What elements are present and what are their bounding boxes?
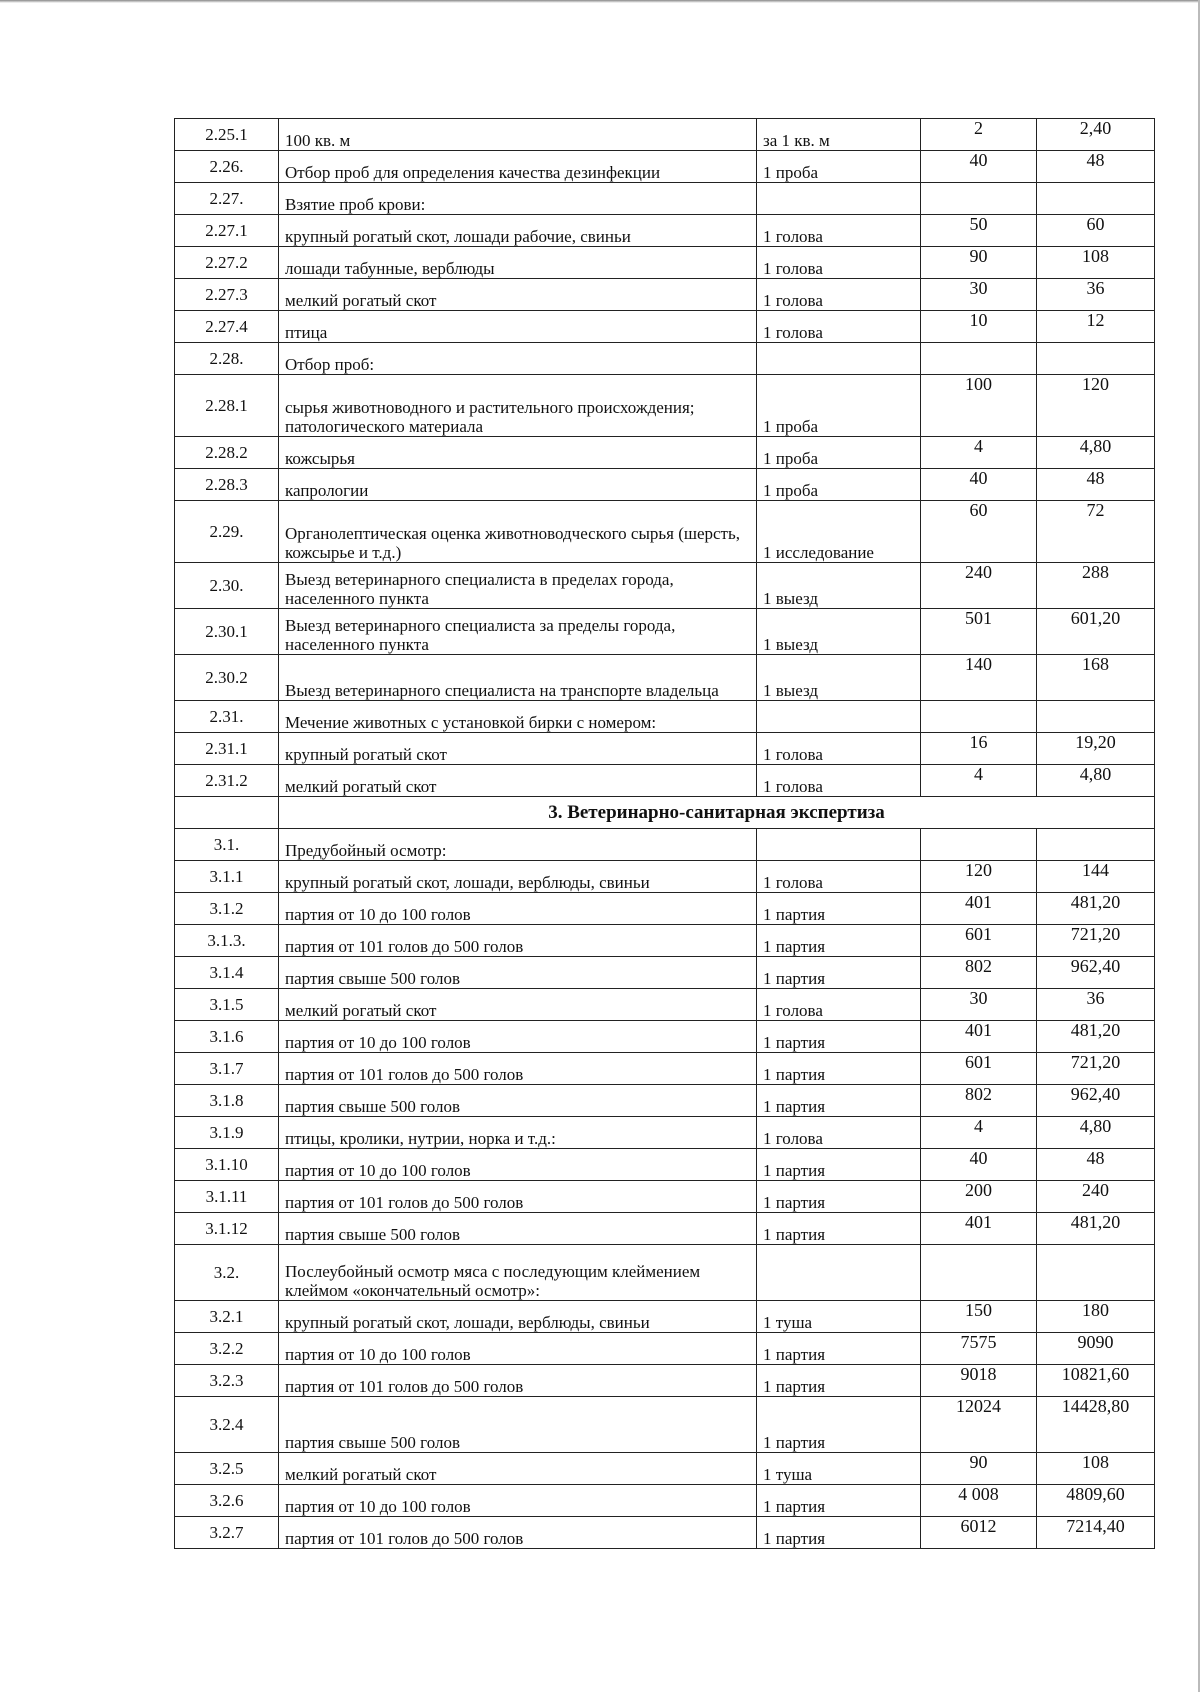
row-service-name: Взятие проб крови: (279, 183, 757, 215)
row-number: 3.2.2 (175, 1333, 279, 1365)
row-price: 401 (921, 1021, 1037, 1053)
row-unit: 1 партия (757, 1397, 921, 1453)
row-price: 40 (921, 151, 1037, 183)
row-service-name: крупный рогатый скот, лошади рабочие, свиньи (279, 215, 757, 247)
row-service-name: птица (279, 311, 757, 343)
row-price-with-vat: 48 (1037, 151, 1155, 183)
row-unit: 1 партия (757, 1085, 921, 1117)
row-price: 150 (921, 1301, 1037, 1333)
row-price: 90 (921, 1453, 1037, 1485)
row-number: 3.1.6 (175, 1021, 279, 1053)
row-price-with-vat: 12 (1037, 311, 1155, 343)
row-service-name: партия от 10 до 100 голов (279, 893, 757, 925)
row-number: 3.2.1 (175, 1301, 279, 1333)
row-unit: 1 партия (757, 893, 921, 925)
table-row (175, 343, 1155, 375)
row-unit: 1 голова (757, 1117, 921, 1149)
row-price-with-vat: 19,20 (1037, 733, 1155, 765)
row-price-with-vat: 2,40 (1037, 119, 1155, 151)
row-unit: 1 голова (757, 733, 921, 765)
row-unit: 1 туша (757, 1301, 921, 1333)
row-number: 3.1.5 (175, 989, 279, 1021)
row-number: 3.1.4 (175, 957, 279, 989)
row-price-with-vat: 721,20 (1037, 1053, 1155, 1085)
row-price: 60 (921, 501, 1037, 563)
row-unit: за 1 кв. м (757, 119, 921, 151)
table-row (175, 1181, 1155, 1213)
row-price: 240 (921, 563, 1037, 609)
row-price: 90 (921, 247, 1037, 279)
table-row (175, 469, 1155, 501)
row-price-with-vat: 144 (1037, 861, 1155, 893)
row-price-with-vat: 288 (1037, 563, 1155, 609)
table-row (175, 1021, 1155, 1053)
row-unit: 1 голова (757, 311, 921, 343)
row-price: 4 (921, 765, 1037, 797)
row-service-name: мелкий рогатый скот (279, 765, 757, 797)
row-number: 2.28.2 (175, 437, 279, 469)
row-price-with-vat: 7214,40 (1037, 1517, 1155, 1549)
row-price-with-vat: 4,80 (1037, 765, 1155, 797)
row-price-with-vat (1037, 829, 1155, 861)
table-row (175, 1117, 1155, 1149)
row-price-with-vat: 10821,60 (1037, 1365, 1155, 1397)
row-price-with-vat: 180 (1037, 1301, 1155, 1333)
row-unit: 1 партия (757, 1485, 921, 1517)
row-price-with-vat: 36 (1037, 279, 1155, 311)
row-service-name: Отбор проб для определения качества дезинфекции (279, 151, 757, 183)
table-row (175, 1453, 1155, 1485)
row-number: 2.31.2 (175, 765, 279, 797)
row-price-with-vat: 108 (1037, 247, 1155, 279)
row-price-with-vat: 721,20 (1037, 925, 1155, 957)
row-number: 3.2.4 (175, 1397, 279, 1453)
row-price-with-vat: 36 (1037, 989, 1155, 1021)
table-row (175, 375, 1155, 437)
row-number: 2.29. (175, 501, 279, 563)
row-unit (757, 1245, 921, 1301)
row-price-with-vat: 60 (1037, 215, 1155, 247)
row-number: 3.2.6 (175, 1485, 279, 1517)
row-unit: 1 голова (757, 861, 921, 893)
row-price-with-vat: 601,20 (1037, 609, 1155, 655)
table-row (175, 119, 1155, 151)
row-price-with-vat (1037, 701, 1155, 733)
row-service-name: лошади табунные, верблюды (279, 247, 757, 279)
row-price: 10 (921, 311, 1037, 343)
row-number: 3.1.7 (175, 1053, 279, 1085)
row-price: 40 (921, 1149, 1037, 1181)
row-price: 40 (921, 469, 1037, 501)
table-row (175, 893, 1155, 925)
row-unit: 1 партия (757, 1021, 921, 1053)
row-unit: 1 выезд (757, 563, 921, 609)
row-service-name: крупный рогатый скот (279, 733, 757, 765)
row-unit (757, 343, 921, 375)
tariff-table (174, 118, 1155, 1549)
row-service-name: мелкий рогатый скот (279, 989, 757, 1021)
row-service-name: партия свыше 500 голов (279, 957, 757, 989)
row-price-with-vat (1037, 343, 1155, 375)
row-service-name: крупный рогатый скот, лошади, верблюды, свиньи (279, 1301, 757, 1333)
row-number: 3.1.1 (175, 861, 279, 893)
row-price: 16 (921, 733, 1037, 765)
table-body-upper (175, 119, 1155, 797)
row-unit (757, 829, 921, 861)
table-row (175, 1333, 1155, 1365)
row-service-name: Послеубойный осмотр мяса с последующим клеймением клеймом «окончательный осмотр»: (279, 1245, 757, 1301)
row-price: 100 (921, 375, 1037, 437)
row-price: 4 008 (921, 1485, 1037, 1517)
row-price: 802 (921, 1085, 1037, 1117)
row-price-with-vat: 481,20 (1037, 1021, 1155, 1053)
row-price-with-vat: 48 (1037, 469, 1155, 501)
table-row (175, 1365, 1155, 1397)
row-unit: 1 проба (757, 469, 921, 501)
row-number: 3.1.2 (175, 893, 279, 925)
table-row (175, 563, 1155, 609)
row-unit: 1 партия (757, 1333, 921, 1365)
row-number: 2.31.1 (175, 733, 279, 765)
section-heading-row (175, 797, 1155, 829)
table-row (175, 215, 1155, 247)
row-price-with-vat: 168 (1037, 655, 1155, 701)
row-price: 120 (921, 861, 1037, 893)
row-price: 30 (921, 989, 1037, 1021)
table-row (175, 183, 1155, 215)
row-price-with-vat (1037, 1245, 1155, 1301)
row-unit: 1 партия (757, 1365, 921, 1397)
row-price: 501 (921, 609, 1037, 655)
table-row (175, 829, 1155, 861)
row-service-name: партия от 10 до 100 голов (279, 1021, 757, 1053)
row-price-with-vat: 481,20 (1037, 893, 1155, 925)
row-service-name: Предубойный осмотр: (279, 829, 757, 861)
row-number: 3.2. (175, 1245, 279, 1301)
row-unit: 1 проба (757, 375, 921, 437)
table-row (175, 1397, 1155, 1453)
row-price: 601 (921, 925, 1037, 957)
row-price (921, 701, 1037, 733)
row-number: 2.31. (175, 701, 279, 733)
row-unit: 1 выезд (757, 609, 921, 655)
row-price: 9018 (921, 1365, 1037, 1397)
row-price-with-vat: 4,80 (1037, 437, 1155, 469)
row-service-name: капрологии (279, 469, 757, 501)
row-service-name: Выезд ветеринарного специалиста на транспорте владельца (279, 655, 757, 701)
row-price-with-vat: 72 (1037, 501, 1155, 563)
row-unit: 1 проба (757, 437, 921, 469)
row-service-name: партия от 101 голов до 500 голов (279, 1181, 757, 1213)
row-number: 3.1.3. (175, 925, 279, 957)
row-price: 50 (921, 215, 1037, 247)
row-service-name: партия от 10 до 100 голов (279, 1485, 757, 1517)
row-price-with-vat: 481,20 (1037, 1213, 1155, 1245)
table-row (175, 1517, 1155, 1549)
row-number: 3.1.10 (175, 1149, 279, 1181)
row-service-name: Выезд ветеринарного специалиста в пределах города, населенного пункта (279, 563, 757, 609)
row-price: 30 (921, 279, 1037, 311)
row-price-with-vat: 240 (1037, 1181, 1155, 1213)
row-number: 3.1. (175, 829, 279, 861)
row-price (921, 1245, 1037, 1301)
table-row (175, 279, 1155, 311)
row-number: 3.2.5 (175, 1453, 279, 1485)
table-row (175, 1213, 1155, 1245)
row-price: 401 (921, 893, 1037, 925)
row-number: 3.1.9 (175, 1117, 279, 1149)
row-price: 7575 (921, 1333, 1037, 1365)
row-unit: 1 выезд (757, 655, 921, 701)
row-service-name: партия свыше 500 голов (279, 1213, 757, 1245)
table-row (175, 733, 1155, 765)
table-row (175, 1053, 1155, 1085)
row-unit: 1 голова (757, 215, 921, 247)
table-row (175, 501, 1155, 563)
table-row (175, 1085, 1155, 1117)
table-row (175, 609, 1155, 655)
table-row (175, 247, 1155, 279)
row-number: 2.28.1 (175, 375, 279, 437)
row-price-with-vat: 48 (1037, 1149, 1155, 1181)
row-price: 802 (921, 957, 1037, 989)
row-number: 2.27. (175, 183, 279, 215)
row-number: 3.2.3 (175, 1365, 279, 1397)
row-service-name: Отбор проб: (279, 343, 757, 375)
row-service-name: мелкий рогатый скот (279, 1453, 757, 1485)
row-number: 3.1.11 (175, 1181, 279, 1213)
row-price-with-vat: 962,40 (1037, 1085, 1155, 1117)
row-price: 4 (921, 437, 1037, 469)
row-number: 2.30.2 (175, 655, 279, 701)
row-service-name: партия от 101 голов до 500 голов (279, 1053, 757, 1085)
table-row (175, 765, 1155, 797)
row-service-name: партия от 10 до 100 голов (279, 1149, 757, 1181)
row-unit: 1 голова (757, 247, 921, 279)
section-heading: 3. Ветеринарно-санитарная экспертиза (279, 797, 1155, 829)
row-unit (757, 183, 921, 215)
table-row (175, 989, 1155, 1021)
row-unit: 1 исследование (757, 501, 921, 563)
row-number: 2.27.3 (175, 279, 279, 311)
section-heading-body (175, 797, 1155, 829)
row-price-with-vat (1037, 183, 1155, 215)
row-price: 601 (921, 1053, 1037, 1085)
row-service-name: Органолептическая оценка животноводческого сырья (шерсть, кожсырье и т.д.) (279, 501, 757, 563)
row-price-with-vat: 120 (1037, 375, 1155, 437)
page-edge-top (0, 0, 1200, 3)
table-row (175, 655, 1155, 701)
row-price-with-vat: 9090 (1037, 1333, 1155, 1365)
row-service-name: партия от 10 до 100 голов (279, 1333, 757, 1365)
row-unit: 1 партия (757, 957, 921, 989)
table-row (175, 957, 1155, 989)
row-number: 2.26. (175, 151, 279, 183)
row-service-name: крупный рогатый скот, лошади, верблюды, свиньи (279, 861, 757, 893)
row-service-name: партия свыше 500 голов (279, 1085, 757, 1117)
row-price (921, 343, 1037, 375)
row-price: 2 (921, 119, 1037, 151)
row-price: 200 (921, 1181, 1037, 1213)
row-price (921, 183, 1037, 215)
row-unit: 1 партия (757, 1181, 921, 1213)
row-service-name: партия от 101 голов до 500 голов (279, 925, 757, 957)
row-service-name: 100 кв. м (279, 119, 757, 151)
table-row (175, 1245, 1155, 1301)
row-number: 2.27.2 (175, 247, 279, 279)
row-price-with-vat: 108 (1037, 1453, 1155, 1485)
row-unit: 1 партия (757, 1053, 921, 1085)
row-number: 3.1.8 (175, 1085, 279, 1117)
row-price-with-vat: 4,80 (1037, 1117, 1155, 1149)
row-number: 2.30.1 (175, 609, 279, 655)
row-unit: 1 партия (757, 1213, 921, 1245)
row-price: 12024 (921, 1397, 1037, 1453)
row-number: 3.2.7 (175, 1517, 279, 1549)
row-price-with-vat: 4809,60 (1037, 1485, 1155, 1517)
row-service-name: сырья животноводного и растительного происхождения; патологического материала (279, 375, 757, 437)
row-price-with-vat: 962,40 (1037, 957, 1155, 989)
row-unit: 1 партия (757, 1517, 921, 1549)
row-number: 2.25.1 (175, 119, 279, 151)
row-unit: 1 туша (757, 1453, 921, 1485)
row-number: 2.30. (175, 563, 279, 609)
row-price: 401 (921, 1213, 1037, 1245)
row-service-name: Мечение животных с установкой бирки с номером: (279, 701, 757, 733)
table-row (175, 1301, 1155, 1333)
table-row (175, 151, 1155, 183)
table-row (175, 925, 1155, 957)
table-row (175, 1485, 1155, 1517)
table-body-lower (175, 829, 1155, 1549)
section-heading-num-cell (175, 797, 279, 829)
row-service-name: партия свыше 500 голов (279, 1397, 757, 1453)
row-unit: 1 партия (757, 925, 921, 957)
row-number: 2.28.3 (175, 469, 279, 501)
row-unit (757, 701, 921, 733)
row-price: 4 (921, 1117, 1037, 1149)
row-number: 2.28. (175, 343, 279, 375)
row-unit: 1 голова (757, 989, 921, 1021)
row-service-name: птицы, кролики, нутрии, норка и т.д.: (279, 1117, 757, 1149)
row-price: 140 (921, 655, 1037, 701)
row-service-name: мелкий рогатый скот (279, 279, 757, 311)
row-service-name: Выезд ветеринарного специалиста за пределы города, населенного пункта (279, 609, 757, 655)
row-price: 6012 (921, 1517, 1037, 1549)
row-service-name: партия от 101 голов до 500 голов (279, 1365, 757, 1397)
row-unit: 1 голова (757, 279, 921, 311)
table-row (175, 311, 1155, 343)
table-row (175, 861, 1155, 893)
row-price (921, 829, 1037, 861)
row-service-name: партия от 101 голов до 500 голов (279, 1517, 757, 1549)
table-row (175, 437, 1155, 469)
row-number: 3.1.12 (175, 1213, 279, 1245)
table-row (175, 701, 1155, 733)
row-unit: 1 партия (757, 1149, 921, 1181)
row-service-name: кожсырья (279, 437, 757, 469)
table-row (175, 1149, 1155, 1181)
row-number: 2.27.4 (175, 311, 279, 343)
row-unit: 1 проба (757, 151, 921, 183)
row-unit: 1 голова (757, 765, 921, 797)
row-number: 2.27.1 (175, 215, 279, 247)
row-price-with-vat: 14428,80 (1037, 1397, 1155, 1453)
